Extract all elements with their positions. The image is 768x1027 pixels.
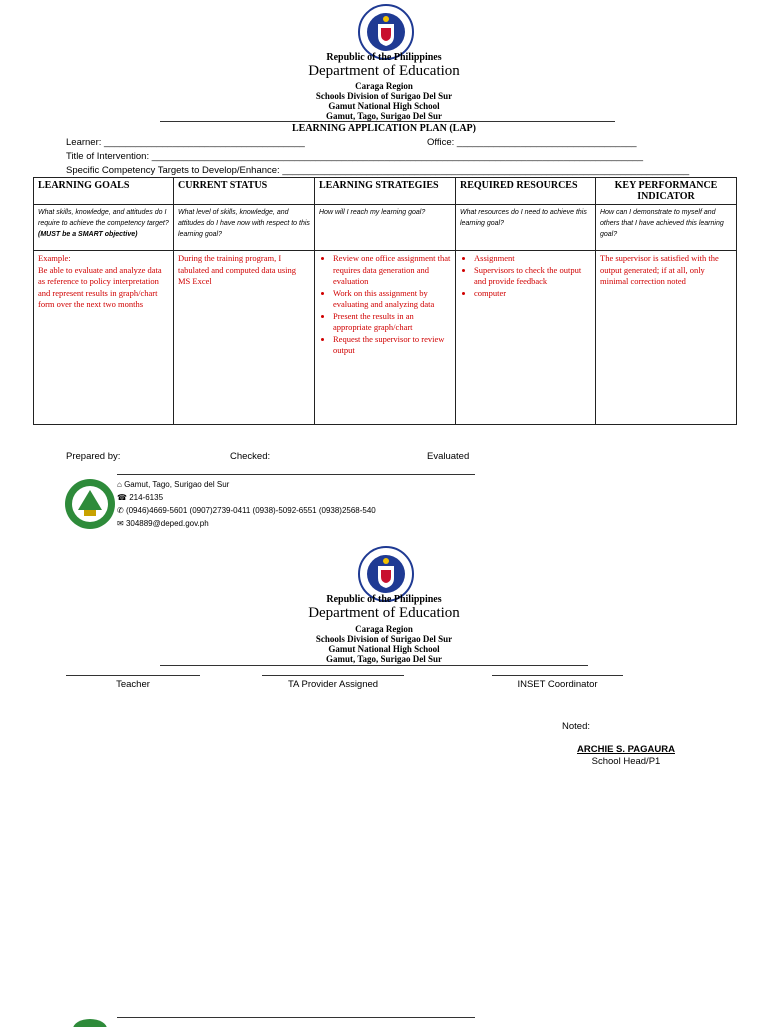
prepared-label: Prepared by: <box>66 451 121 462</box>
footer-address: Gamut, Tago, Surigao del Sur <box>124 480 230 489</box>
school-head-title: School Head/P1 <box>591 756 661 767</box>
header-learning-strategies: LEARNING STRATEGIES <box>315 178 456 205</box>
question-status: What level of skills, knowledge, and attitudes do I have now with respect to this learning goal? <box>178 209 310 238</box>
mobile-icon: ✆ <box>117 506 124 515</box>
example-status-cell[interactable] <box>174 251 315 425</box>
header-kpi: KEY PERFORMANCE INDICATOR <box>596 178 737 205</box>
list-item: • Supervisors to check the output and provide feedback <box>474 265 591 288</box>
footer-address-row <box>117 480 229 489</box>
header-learning-goals: LEARNING GOALS <box>34 178 174 205</box>
strategies-list <box>319 253 451 357</box>
footer-phone: 214-6135 <box>129 493 164 502</box>
header-divider <box>160 121 615 122</box>
intervention-field[interactable]: Title of Intervention: _____________________________________________________________________________________________ <box>66 151 644 162</box>
teacher-signature-line <box>66 675 200 676</box>
footer-mobile: (0946)4669-5601 (0907)2739-0411 (0938)-5092-6551 (0938)2568-540 <box>125 506 376 515</box>
table-header-row <box>34 178 737 205</box>
region-text: Caraga Region <box>355 81 413 91</box>
republic-text: Republic of the Philippines <box>326 594 442 605</box>
ta-provider-label: TA Provider Assigned <box>287 679 379 690</box>
form-title: LEARNING APPLICATION PLAN (LAP) <box>292 123 476 134</box>
school-text: Gamut National High School <box>328 644 440 654</box>
office-field[interactable]: Office: __________________________________ <box>427 137 637 148</box>
header-current-status: CURRENT STATUS <box>174 178 315 205</box>
example-strategies-cell[interactable] <box>315 251 456 425</box>
resources-list <box>460 253 591 299</box>
phone-icon: ☎ <box>117 493 127 502</box>
example-resources-cell[interactable] <box>456 251 596 425</box>
example-goal-cell[interactable] <box>34 251 174 425</box>
learner-field[interactable]: Learner: ______________________________________ <box>66 137 305 148</box>
example-status: During the training program, I tabulated and computed data using MS Excel <box>178 253 297 286</box>
school-logo <box>72 1017 108 1027</box>
question-cell <box>315 205 456 251</box>
republic-text: Republic of the Philippines <box>326 52 442 63</box>
footer-divider <box>117 474 475 475</box>
teacher-label: Teacher <box>116 679 150 690</box>
example-kpi-cell[interactable] <box>596 251 737 425</box>
inset-label: INSET Coordinator <box>517 679 598 690</box>
table-example-row <box>34 251 737 425</box>
question-resources: What resources do I need to achieve this learning goal? <box>460 209 587 227</box>
footer-divider <box>117 1017 475 1018</box>
evaluated-label: Evaluated <box>427 451 470 462</box>
department-title: Department of Education <box>308 63 460 79</box>
school-head-name: ARCHIE S. PAGAURA <box>577 744 675 755</box>
question-cell <box>596 205 737 251</box>
example-goal: Be able to evaluate and analyze data as reference to policy interpretation and represent results in graph/chart form over the next two months <box>38 264 162 309</box>
division-text: Schools Division of Surigao Del Sur <box>315 91 453 101</box>
competency-field[interactable]: Specific Competency Targets to Develop/Enhance: _____________________________________________________________________________ <box>66 165 690 176</box>
list-item: • Assignment <box>474 253 591 265</box>
footer-phone-row <box>117 493 163 502</box>
question-strategies: How will I reach my learning goal? <box>319 209 426 216</box>
region-text: Caraga Region <box>355 624 413 634</box>
list-item: • Present the results in an appropriate graph/chart <box>333 311 451 334</box>
footer-email: 304889@deped.gov.ph <box>125 519 209 528</box>
email-icon: ✉ <box>117 519 124 528</box>
school-text: Gamut National High School <box>328 101 440 111</box>
noted-label: Noted: <box>562 721 590 732</box>
smart-note: (MUST be a SMART objective) <box>38 231 138 238</box>
question-kpi: How can I demonstrate to myself and others that I have achieved this learning goal? <box>600 209 724 238</box>
question-cell <box>456 205 596 251</box>
lap-table <box>33 177 737 425</box>
question-cell <box>34 205 174 251</box>
department-title: Department of Education <box>308 605 460 621</box>
question-cell <box>174 205 315 251</box>
inset-signature-line <box>492 675 623 676</box>
checked-label: Checked: <box>230 451 271 462</box>
table-question-row <box>34 205 737 251</box>
question-goals: What skills, knowledge, and attitudes do I require to achieve the competency target? <box>38 209 169 227</box>
list-item: • Work on this assignment by evaluating and analyzing data <box>333 288 451 311</box>
header-required-resources: REQUIRED RESOURCES <box>456 178 596 205</box>
footer-mobile-row <box>117 506 376 515</box>
example-label: Example: <box>38 253 71 263</box>
address-text: Gamut, Tago, Surigao Del Sur <box>325 654 443 664</box>
division-text: Schools Division of Surigao Del Sur <box>315 634 453 644</box>
school-logo <box>64 478 116 530</box>
example-kpi: The supervisor is satisfied with the output generated; if at all, only minimal correction noted <box>600 253 719 286</box>
list-item: • Review one office assignment that requires data generation and evaluation <box>333 253 451 288</box>
list-item: • Request the supervisor to review output <box>333 334 451 357</box>
address-text: Gamut, Tago, Surigao Del Sur <box>325 111 443 121</box>
ta-signature-line <box>262 675 404 676</box>
footer-email-row[interactable] <box>117 519 209 528</box>
header-divider <box>160 665 588 666</box>
house-icon: ⌂ <box>117 480 122 489</box>
list-item: • computer <box>474 288 591 300</box>
